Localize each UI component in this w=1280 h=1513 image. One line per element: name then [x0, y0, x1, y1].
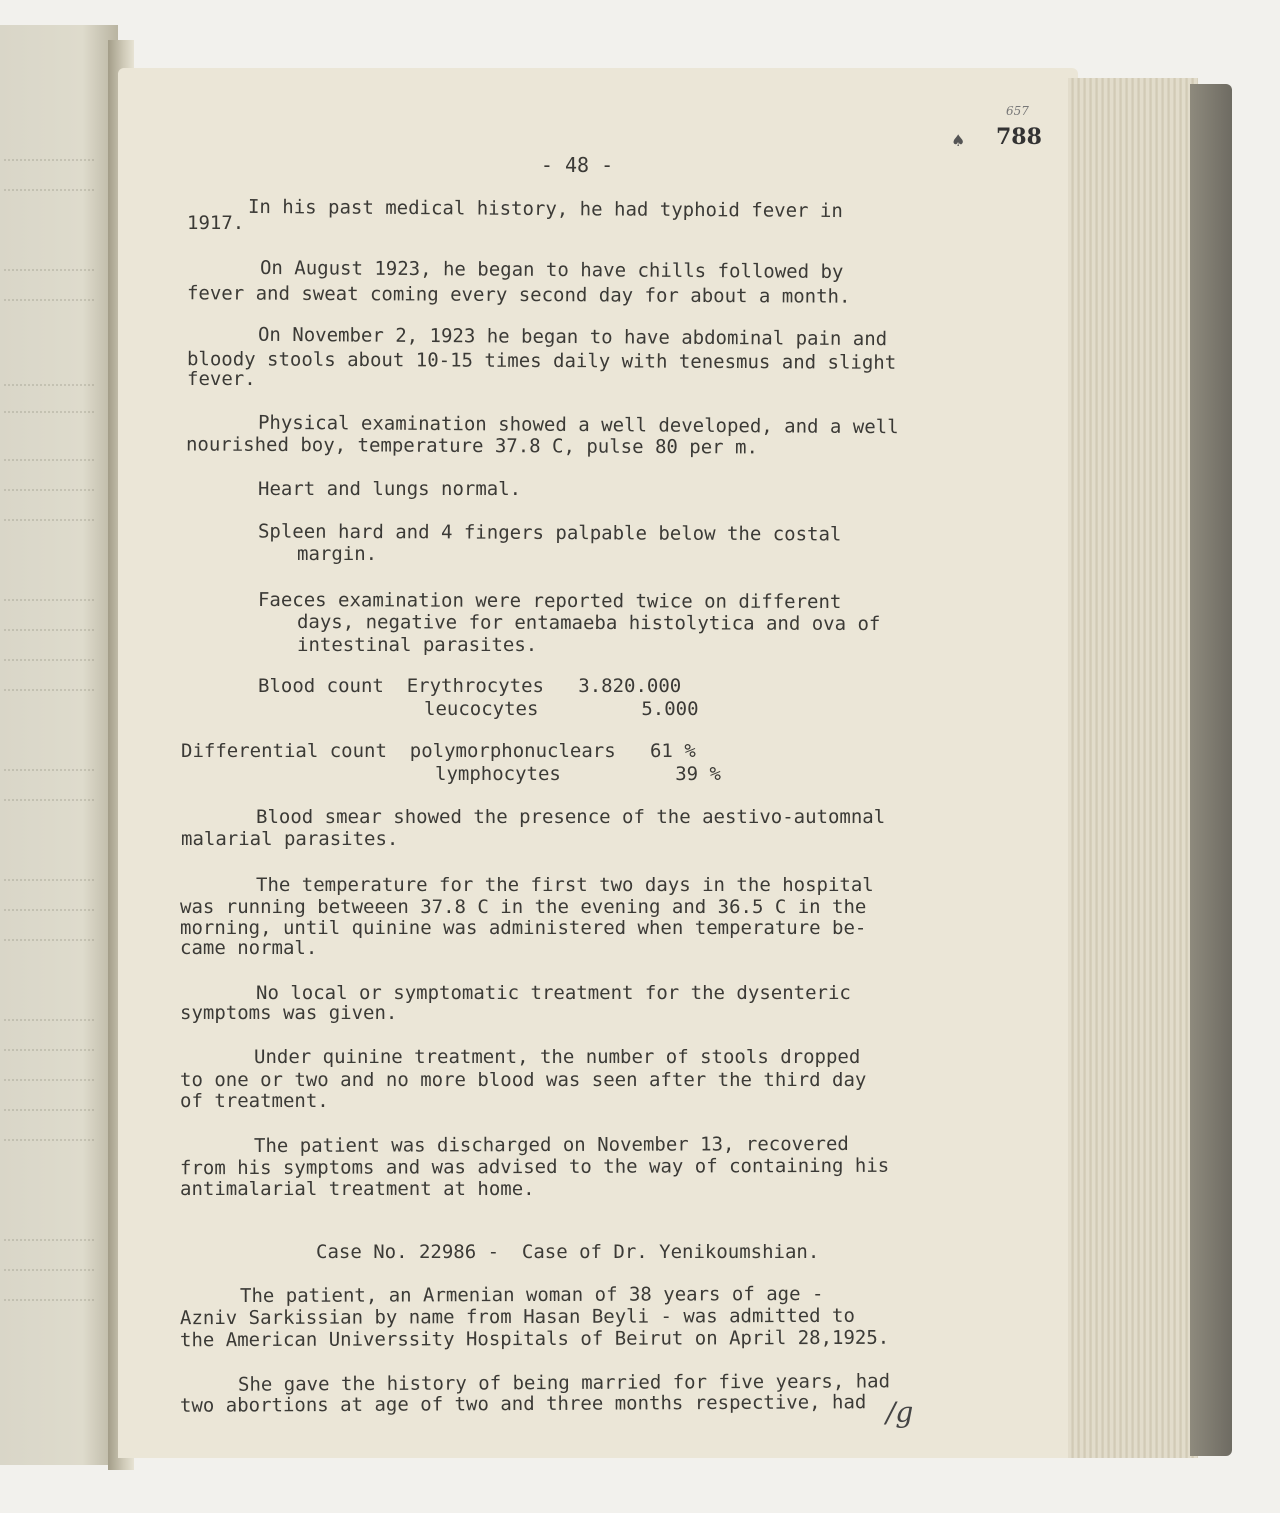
text-line: symptoms was given. — [180, 1002, 398, 1024]
page-edges — [1068, 78, 1198, 1458]
text-line: Physical examination showed a well developed, and a well — [257, 411, 899, 439]
text-line: fever. — [187, 368, 256, 390]
text-line: two abortions at age of two and three months respective, had — [179, 1391, 867, 1417]
text-line: came normal. — [180, 937, 318, 959]
text-line: antimalarial treatment at home. — [180, 1178, 535, 1200]
text-line: Under quinine treatment, the number of stools dropped — [254, 1046, 861, 1068]
page-number: - 48 - — [540, 153, 614, 177]
text-line: nourished boy, temperature 37.8 C, pulse 80 per m. — [185, 433, 759, 459]
archive-number: 788 — [996, 124, 1042, 150]
text-line: Heart and lungs normal. — [258, 478, 522, 500]
text-line: the American Universsity Hospitals of Beirut on April 28,1925. — [179, 1326, 890, 1352]
text-line: of treatment. — [180, 1090, 329, 1112]
text-line: Differential count polymorphonuclears 61 % — [181, 740, 696, 762]
text-line: On August 1923, he began to have chills followed by — [259, 256, 844, 284]
text-line: Blood count Erythrocytes 3.820.000 — [258, 675, 682, 697]
text-line: days, negative for entamaeba histolytica and ova of — [296, 610, 881, 636]
text-line: The temperature for the first two days in the hospital — [256, 874, 874, 896]
text-line: was running betweeen 37.8 C in the evening and 36.5 C in the — [180, 896, 867, 918]
text-line: In his past medical history, he had typhoid fever in — [247, 195, 843, 223]
text-line: morning, until quinine was administered when temperature be- — [180, 917, 867, 939]
text-line: 1917. — [187, 212, 245, 234]
text-line: Spleen hard and 4 fingers palpable below the costal — [257, 520, 842, 546]
text-line: She gave the history of being married for five years, had — [237, 1370, 891, 1396]
text-line: intestinal parasites. — [297, 634, 538, 656]
text-line: Blood smear showed the presence of the aestivo-automnal — [256, 806, 886, 828]
text-line: Azniv Sarkissian by name from Hasan Beyli - was admitted to — [179, 1304, 855, 1330]
handwritten-mark: /g — [886, 1396, 914, 1429]
text-line: margin. — [297, 543, 378, 565]
text-line: to one or two and no more blood was seen after the third day — [180, 1069, 867, 1091]
text-line: from his symptoms and was advised to the way of containing his — [179, 1154, 890, 1180]
text-line: No local or symptomatic treatment for the dysenteric — [256, 982, 851, 1004]
archive-number-small: 657 — [1006, 104, 1029, 118]
text-line: The patient was discharged on November 13, recovered — [253, 1132, 849, 1158]
book-cover — [1190, 84, 1232, 1456]
text-line: bloody stools about 10-15 times daily with tenesmus and slight — [186, 348, 897, 374]
corner-mark: ♠ — [951, 131, 966, 150]
text-line: On November 2, 1923 he began to have abdominal pain and — [257, 323, 888, 351]
text-line: Faeces examination were reported twice on different — [257, 588, 842, 614]
case-heading: Case No. 22986 - Case of Dr. Yenikoumshian. — [316, 1241, 820, 1263]
text-line: leucocytes 5.000 — [424, 698, 699, 720]
left-page-edge — [0, 25, 118, 1465]
text-line: lymphocytes 39 % — [435, 763, 721, 785]
text-line: The patient, an Armenian woman of 38 years of age - — [239, 1282, 824, 1308]
text-line: malarial parasites. — [181, 828, 399, 850]
text-line: fever and sweat coming every second day for about a month. — [186, 282, 851, 308]
